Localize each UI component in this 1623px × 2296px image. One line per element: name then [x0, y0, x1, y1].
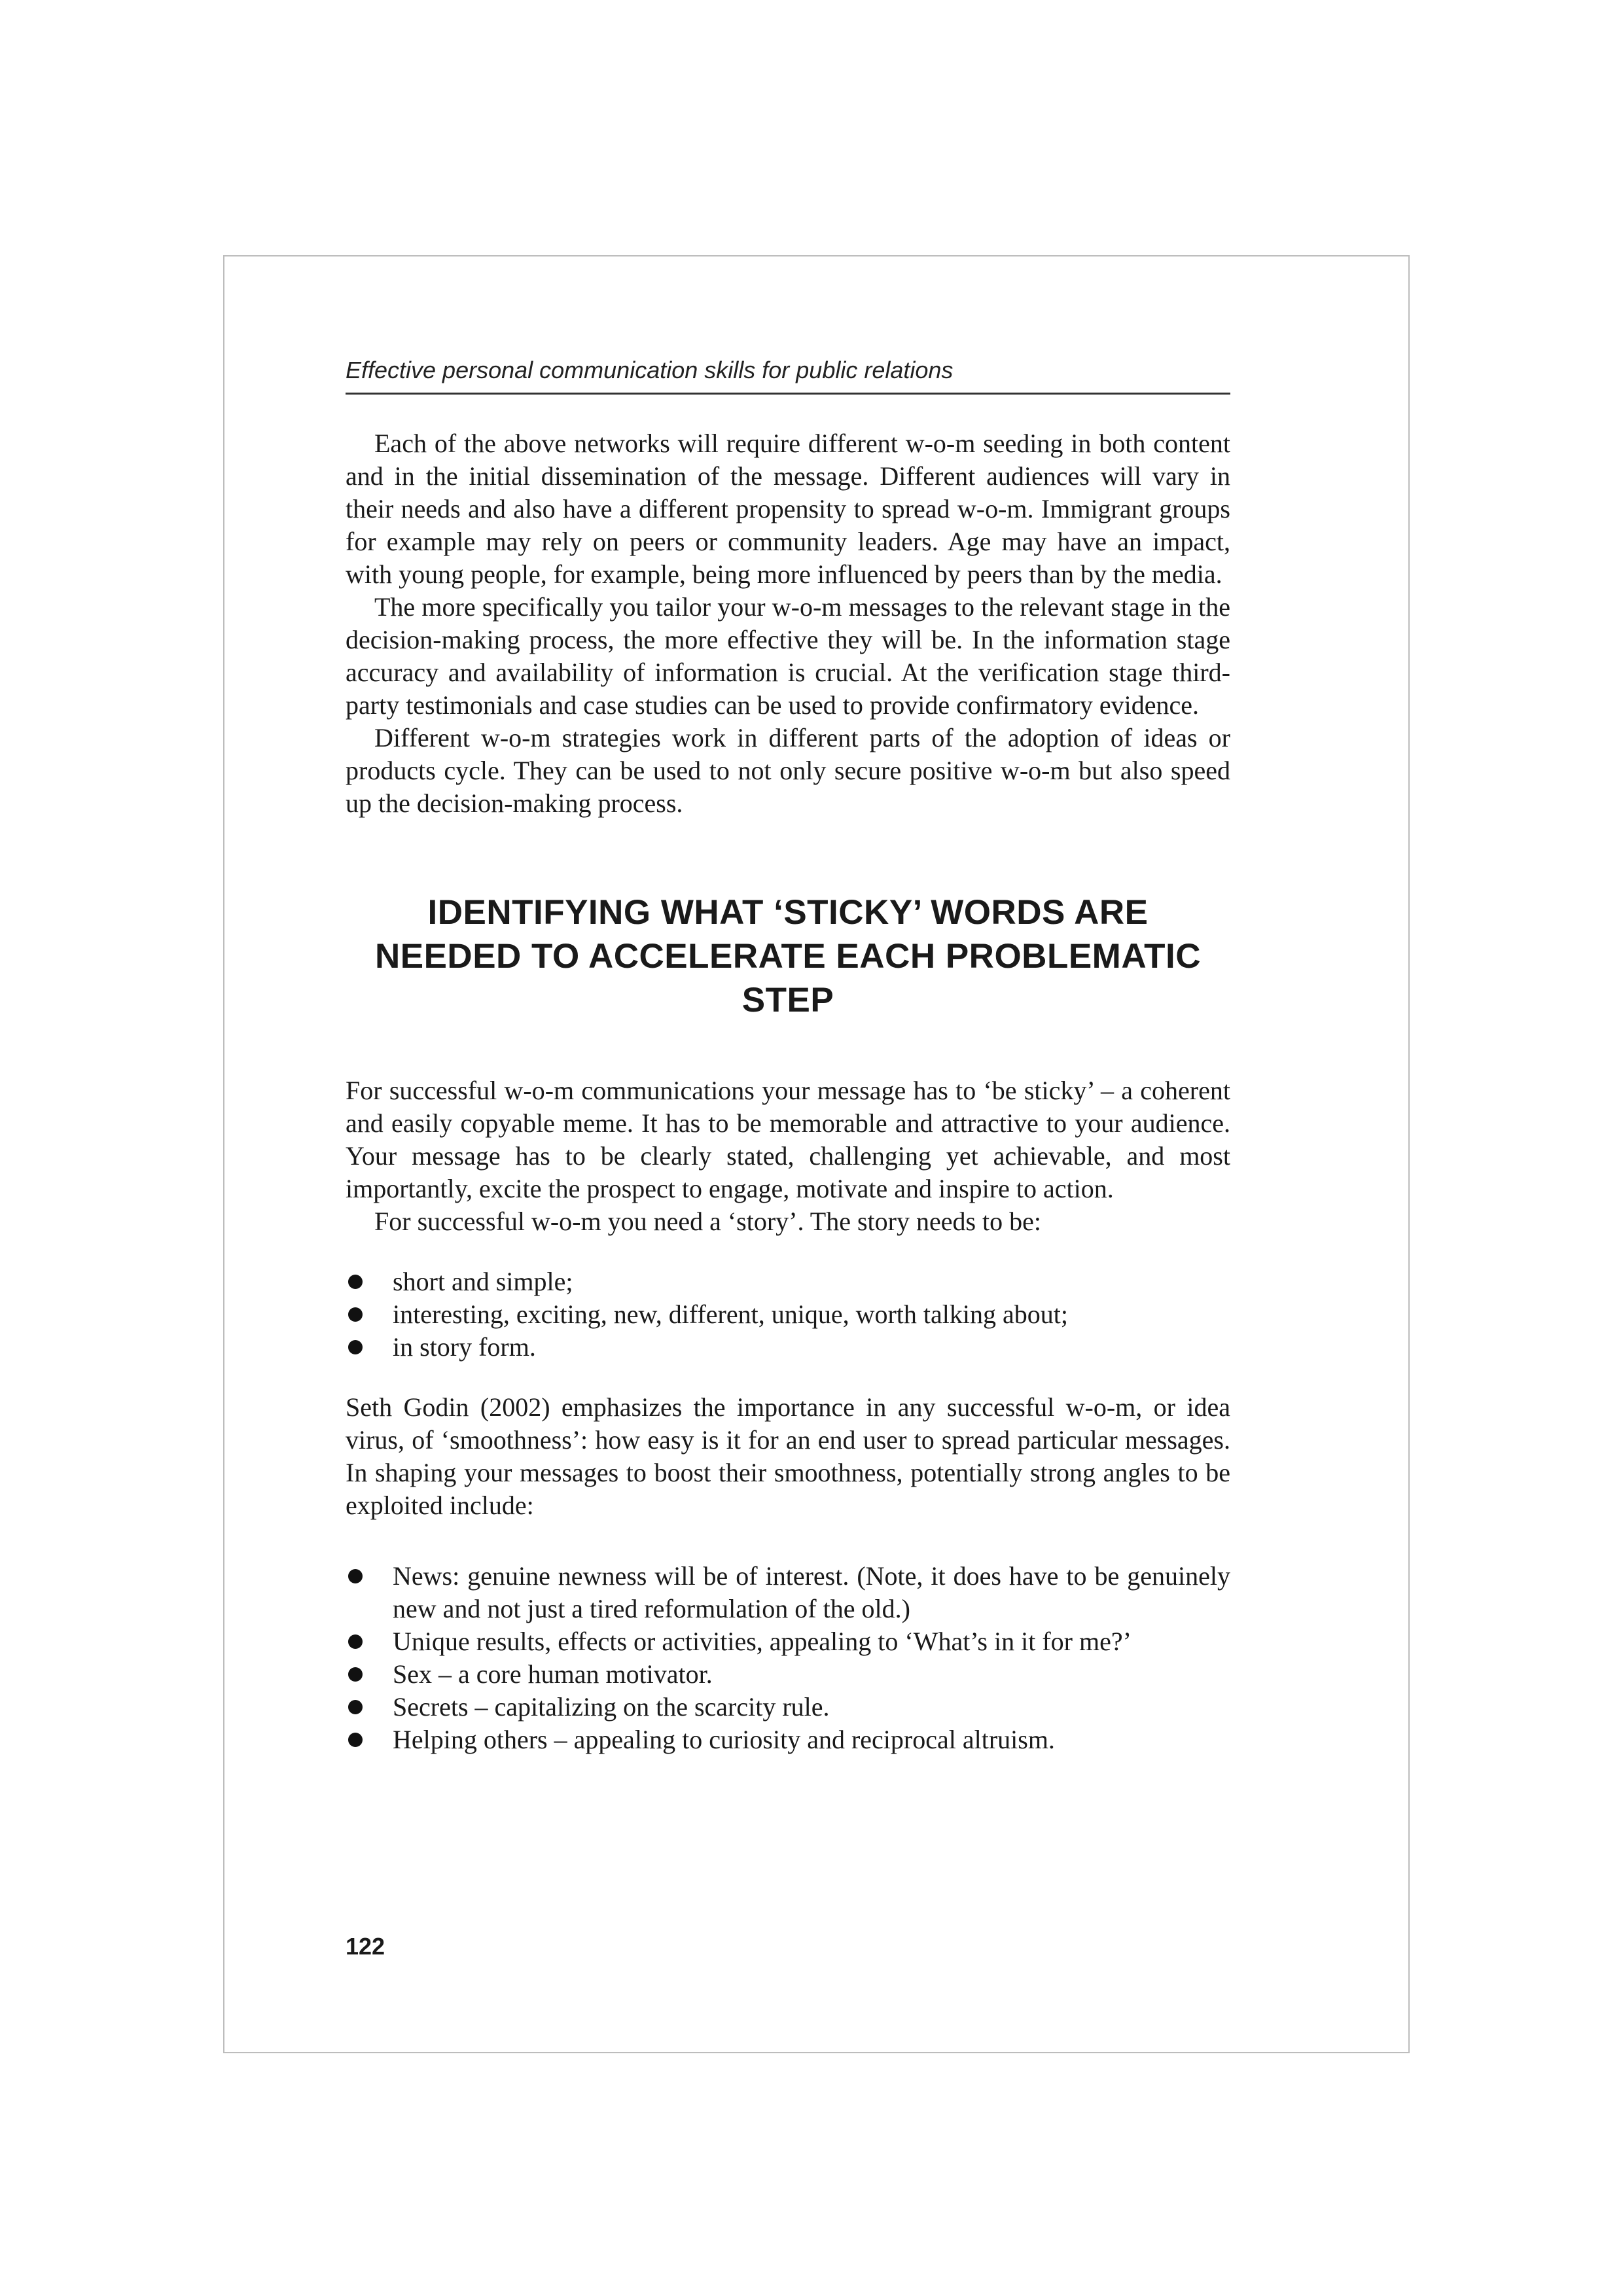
page-content	[346, 352, 1230, 1784]
bullet-icon	[348, 1733, 363, 1747]
running-head: Effective personal communication skills for public relations	[346, 352, 1230, 395]
bullet-icon	[348, 1634, 363, 1649]
section-heading: IDENTIFYING WHAT ‘STICKY’ WORDS ARE NEEDED TO ACCELERATE EACH PROBLEMATIC STEP	[374, 893, 1202, 1019]
paragraph: For successful w-o-m you need a ‘story’. The story needs to be:	[374, 1207, 1042, 1236]
bullet-icon	[348, 1700, 363, 1714]
bullet-icon	[348, 1569, 363, 1583]
bullet-icon	[348, 1307, 363, 1322]
list-item-text: short and simple;	[393, 1267, 573, 1296]
list-item	[346, 1331, 1230, 1364]
list-item	[346, 1691, 1230, 1723]
paragraph: The more specifically you tailor your w-o-m messages to the relevant stage in the decision-making process, the more effective they will be. In the information stage accuracy and availability of information is crucial. At the verification stage third-party testimonials and case studies can be used to provide confirmatory evidence.	[346, 592, 1230, 720]
paragraph: Each of the above networks will require different w-o-m seeding in both content and in the initial dissemination of the message. Different audiences will vary in their needs and also have a different propensity to spread w-o-m. Immigrant groups for example may rely on peers or community leaders. Age may have an impact, with young people, for example, being more influenced by peers than by the media.	[346, 429, 1230, 589]
list-item	[346, 1265, 1230, 1298]
bullet-icon	[348, 1667, 363, 1682]
bullet-list-story	[346, 1265, 1230, 1364]
list-item	[346, 1298, 1230, 1331]
paragraph: For successful w-o-m communications your message has to ‘be sticky’ – a coherent and easily copyable meme. It has to be memorable and attractive to your audience. Your message has to be clearly stated, challenging yet achievable, and most importantly, excite the prospect to engage, motivate and inspire to action.	[346, 1076, 1230, 1203]
bullet-icon	[348, 1275, 363, 1289]
list-item-text: Secrets – capitalizing on the scarcity rule.	[393, 1692, 830, 1722]
bullet-list-angles	[346, 1560, 1230, 1756]
bullet-icon	[348, 1340, 363, 1354]
page-number: 122	[346, 1933, 385, 1960]
list-item-text: News: genuine newness will be of interest. (Note, it does have to be genuinely new and not just a tired reformulation of the old.)	[393, 1561, 1230, 1623]
paragraph: Seth Godin (2002) emphasizes the importance in any successful w-o-m, or idea virus, of ‘smoothness’: how easy is it for an end user to spread particular messages. In shaping your messages to boost their smoothness, potentially strong angles to be exploited include:	[346, 1392, 1230, 1520]
list-item-text: in story form.	[393, 1332, 536, 1362]
list-item	[346, 1658, 1230, 1691]
list-item-text: Unique results, effects or activities, appealing to ‘What’s in it for me?’	[393, 1627, 1132, 1656]
list-item-text: Helping others – appealing to curiosity and reciprocal altruism.	[393, 1725, 1055, 1754]
paragraph: Different w-o-m strategies work in different parts of the adoption of ideas or products cycle. They can be used to not only secure positive w-o-m but also speed up the decision-making process.	[346, 723, 1230, 818]
list-item	[346, 1625, 1230, 1658]
list-item	[346, 1560, 1230, 1625]
list-item-text: interesting, exciting, new, different, unique, worth talking about;	[393, 1299, 1068, 1329]
list-item	[346, 1723, 1230, 1756]
list-item-text: Sex – a core human motivator.	[393, 1659, 713, 1689]
